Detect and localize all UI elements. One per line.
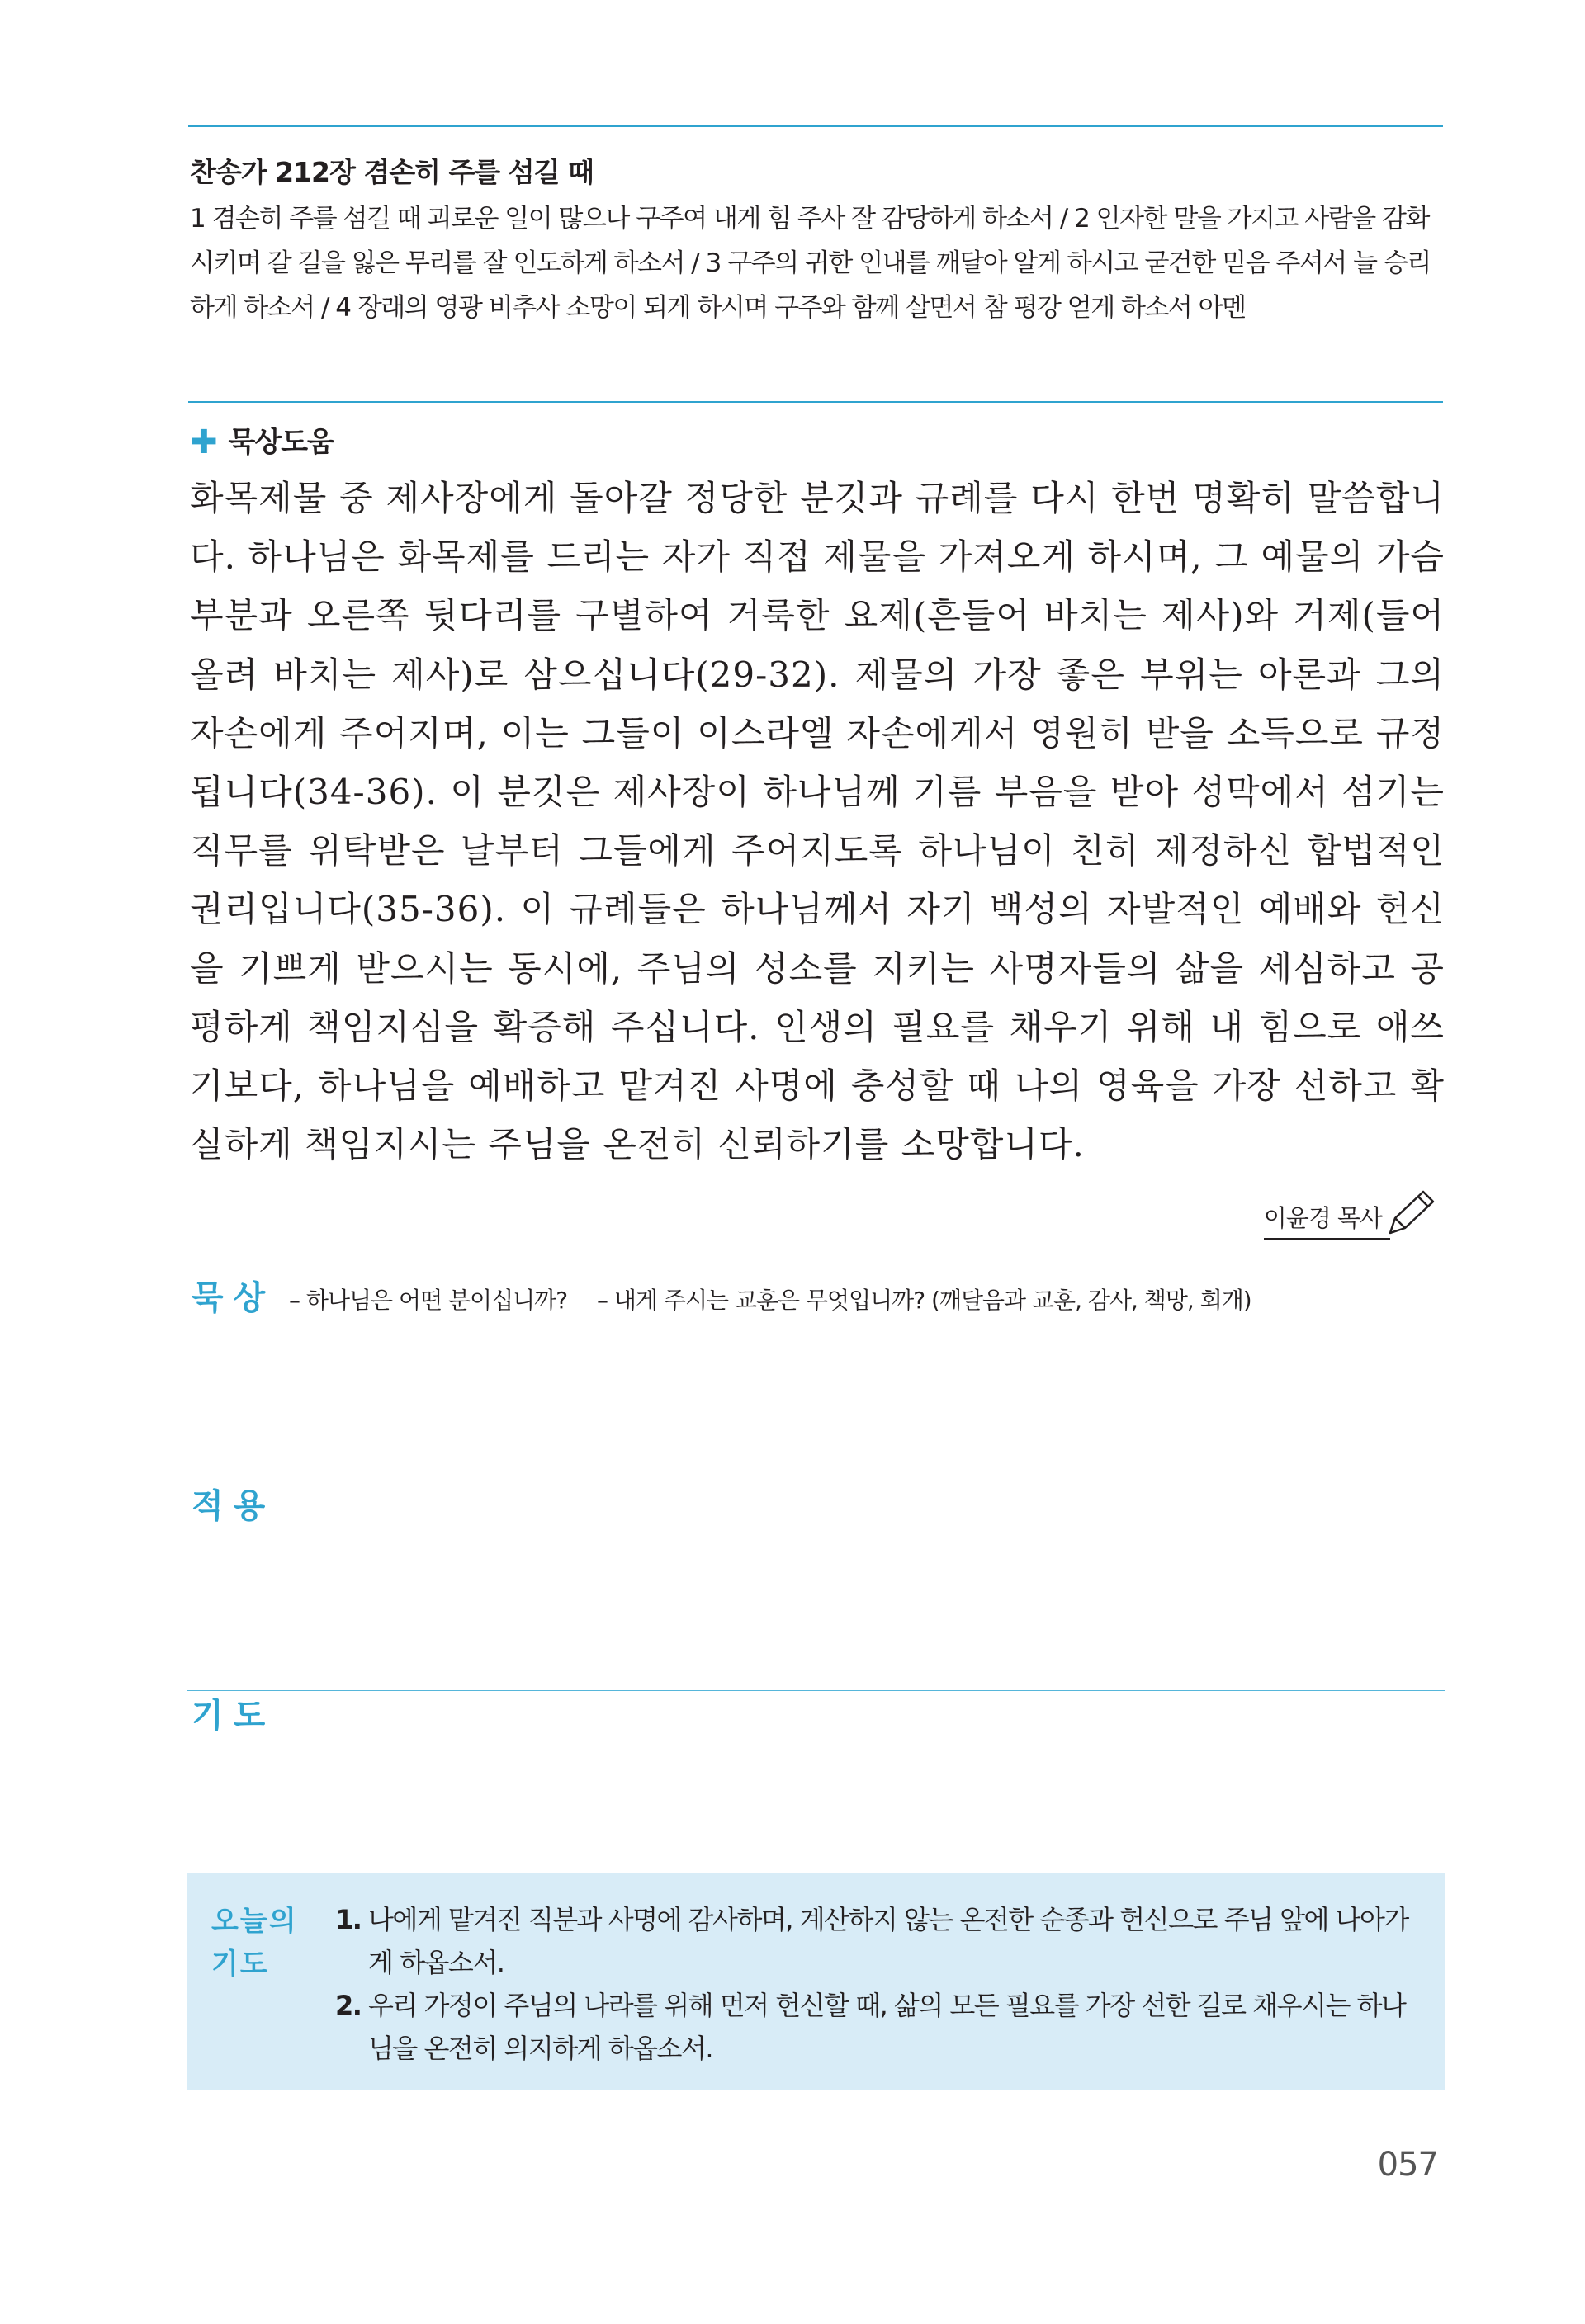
meditate-questions xyxy=(289,1284,1275,1317)
page-number: 057 xyxy=(1377,2146,1438,2184)
top-rule xyxy=(188,125,1443,127)
meditation-heading xyxy=(190,423,1445,462)
meditation-heading-label: 묵상도움 xyxy=(228,426,334,459)
author-signature xyxy=(1264,1187,1438,1240)
meditation-block xyxy=(190,423,1445,1174)
meditate-label: 묵상 xyxy=(192,1279,276,1317)
list-item-text: 우리 가정이 주님의 나라를 위해 먼저 헌신할 때, 삶의 모든 필요를 가장 선한 길로 채우시는 하나님을 온전히 의지하게 하옵소서. xyxy=(368,1990,1406,2064)
hymn-title: 찬송가 212장 겸손히 주를 섬길 때 xyxy=(190,156,594,188)
meditation-body: 화목제물 중 제사장에게 돌아갈 정당한 분깃과 규례를 다시 한번 명확히 말씀합니다. 하나님은 화목제를 드리는 자가 직접 제물을 가져오게 하시며, 그 예물의 가슴 부분과 오른쪽 뒷다리를 구별하여 거룩한 요제(흔들어 바치는 제사)와 거제(들어 올려 바치는 제사)로 삼으십니다(29-32). 제물의 가장 좋은 부위는 아론과 그의 자손에게 주어지며, 이는 그들이 이스라엘 자손에게서 영원히 받을 소득으로 규정됩니다(34-36). 이 분깃은 제사장이 하나님께 기름 부음을 받아 성막에서 섬기는 직무를 위탁받은 날부터 그들에게 주어지도록 하나님이 친히 제정하신 합법적인 권리입니다(35-36). 이 규례들은 하나님께서 자기 백성의 자발적인 예배와 헌신을 기쁘게 받으시는 동시에, 주님의 성소를 지키는 사명자들의 삶을 세심하고 공평하게 책임지심을 확증해 주십니다. 인생의 필요를 채우기 위해 내 힘으로 애쓰기보다, 하나님을 예배하고 맡겨진 사명에 충성할 때 나의 영육을 가장 선하고 확실하게 책임지시는 주님을 온전히 신뢰하기를 소망합니다. xyxy=(190,478,1445,1165)
question-who-is-god: – 하나님은 어떤 분이십니까? xyxy=(289,1287,568,1314)
list-item-number: 1. xyxy=(335,1904,362,1935)
question-lesson: – 내게 주시는 교훈은 무엇입니까? (깨달음과 교훈, 감사, 책망, 회개) xyxy=(597,1287,1251,1314)
pray-rule xyxy=(187,1690,1445,1691)
author-name: 이윤경 목사 xyxy=(1264,1202,1390,1240)
list-item xyxy=(335,1898,1425,1984)
pray-label: 기도 xyxy=(192,1697,276,1735)
apply-label: 적용 xyxy=(192,1487,276,1525)
pencil-icon xyxy=(1385,1187,1438,1238)
today-prayer-label-line2: 기도 xyxy=(211,1948,269,1981)
list-item xyxy=(335,1984,1425,2070)
hymn-lyrics: 1 겸손히 주를 섬길 때 괴로운 일이 많으나 구주여 내게 힘 주사 잘 감당하게 하소서 / 2 인자한 말을 가지고 사람을 감화시키며 갈 길을 잃은 무리를 잘 인도하게 하소서 / 3 구주의 귀한 인내를 깨달아 알게 하시고 굳건한 믿음 주셔서 늘 승리하게 하소서 / 4 장래의 영광 비추사 소망이 되게 하시며 구주와 함께 살면서 참 평강 얻게 하소서 아멘 xyxy=(190,204,1431,323)
hymn-block xyxy=(190,154,1445,330)
today-prayer-label-line1: 오늘의 xyxy=(211,1905,298,1938)
list-item-number: 2. xyxy=(335,1990,362,2021)
hymn-bottom-rule xyxy=(188,401,1443,403)
today-prayer-list xyxy=(335,1898,1425,2070)
today-prayer-box xyxy=(187,1873,1445,2090)
list-item-text: 나에게 맡겨진 직분과 사명에 감사하며, 계산하지 않는 온전한 순종과 헌신으로 주님 앞에 나아가게 하옵소서. xyxy=(368,1904,1408,1978)
plus-icon: ✚ xyxy=(190,423,217,461)
today-prayer-label xyxy=(211,1900,298,1986)
